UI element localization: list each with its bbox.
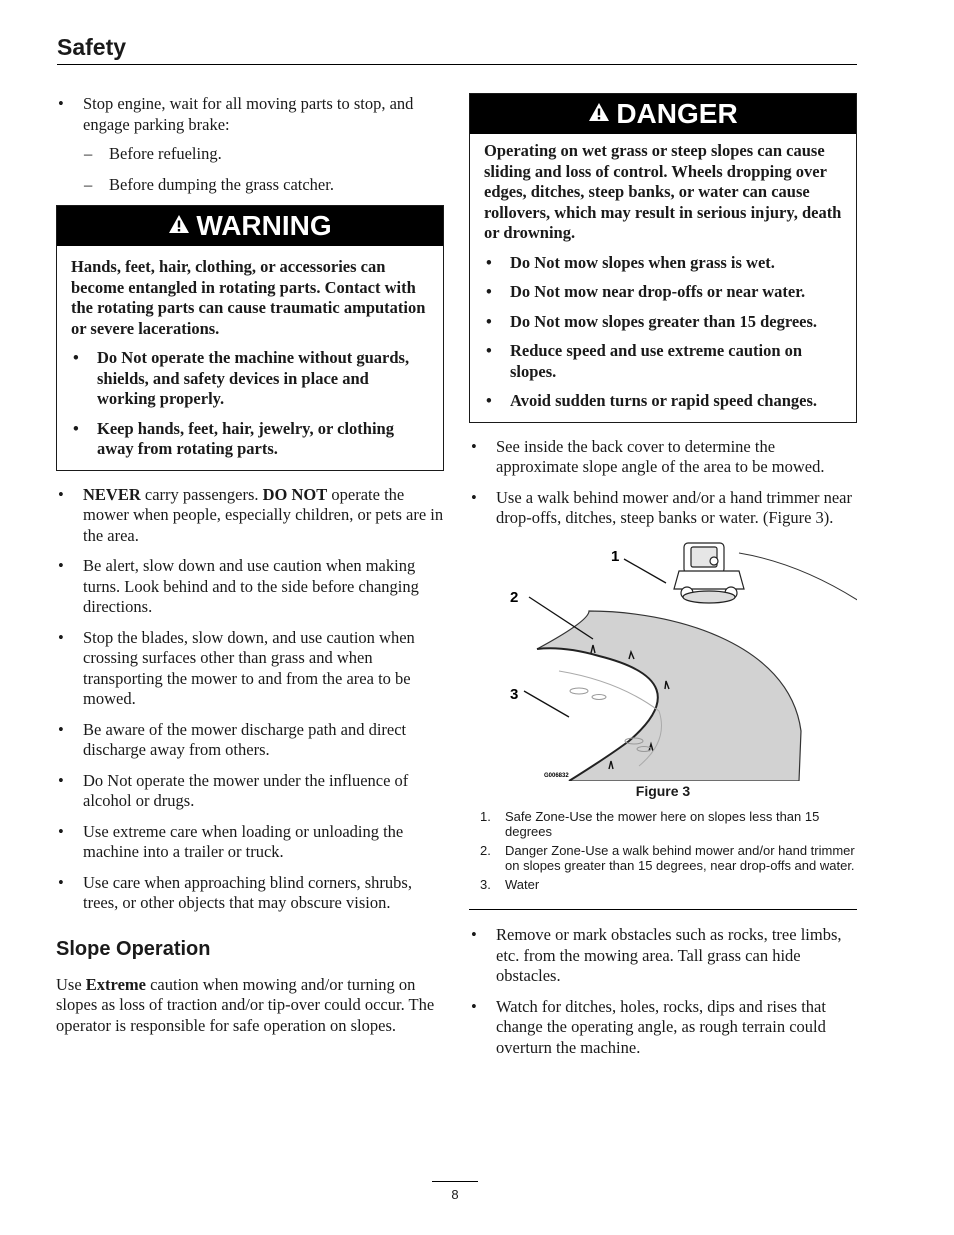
list-item: • NEVER carry passengers. DO NOT operate the mower when people, especially children, or pets are in the area. [56,485,444,547]
legend-item: 1. Safe Zone-Use the mower here on slopes less than 15 degrees [480,808,820,839]
list-item: • Use care when approaching blind corners, shrubs, trees, or other objects that may obscure vision. [56,873,444,914]
sub-list [83,144,444,195]
list-item: • Watch for ditches, holes, rocks, dips and rises that change the operating angle, as rough terrain could overturn the machine. [469,997,857,1059]
danger-item: • Do Not mow near drop-offs or near water. [484,282,843,303]
figure-caption: Figure 3 [635,782,691,799]
warning-text: Hands, feet, hair, clothing, or accessories can become entangled in rotating parts. Contact with the rotating parts can cause traumatic amputation or severe lacerations. [71,257,426,338]
danger-text: Operating on wet grass or steep slopes can cause sliding and loss of control. Wheels dropping over edges, ditches, steep banks, or water can cause rollovers, which may result in serious injury, death or drowning. [484,141,842,242]
warning-list [71,348,430,460]
danger-title: DANGER [616,98,738,129]
safety-list [56,485,444,914]
danger-box [469,93,857,423]
list-item: • Stop the blades, slow down, and use caution when crossing surfaces other than grass and when transporting the mower to and from the area to be mowed. [56,628,444,710]
warning-header [57,206,443,246]
slope-figure [469,541,857,781]
page-title: Safety [57,34,857,65]
left-column [56,94,444,1036]
warning-triangle-icon [588,93,610,133]
warning-body [57,246,443,470]
danger-body [470,134,856,422]
callout-1: 1 [611,547,620,565]
legend-item: 3. Water [480,876,540,892]
sub-list-item: – Before refueling. [83,144,444,165]
terrain-list [469,925,857,1058]
callout-2: 2 [510,588,519,606]
list-item: • See inside the back cover to determine the approximate slope angle of the area to be mowed. [469,437,857,478]
list-item: • Do Not operate the mower under the influence of alcohol or drugs. [56,771,444,812]
list-item: • Remove or mark obstacles such as rocks, tree limbs, etc. from the mowing area. Tall grass can hide obstacles. [469,925,857,987]
page-number: 8 [432,1181,478,1202]
list-item: • Be alert, slow down and use caution when making turns. Look behind and to the side before changing directions. [56,556,444,618]
warning-box [56,205,444,471]
danger-list [484,253,843,412]
list-item: • Stop engine, wait for all moving parts to stop, and engage parking brake: – Before refueling. – Before dumping the grass catcher. [56,94,444,195]
figure-legend [469,809,857,893]
warning-triangle-icon [168,205,190,245]
list-item: • Use a walk behind mower and/or a hand trimmer near drop-offs, ditches, steep banks or water. (Figure 3). [469,488,857,529]
danger-item: • Avoid sudden turns or rapid speed changes. [484,391,843,412]
section-title: Slope Operation [56,937,211,960]
slope-illustration [469,541,857,781]
right-column [469,93,857,1068]
list-item: • Be aware of the mower discharge path and direct discharge away from others. [56,720,444,761]
warning-title: WARNING [196,210,332,241]
mower-icon [674,543,744,603]
legend-item: 2. Danger Zone-Use a walk behind mower and/or hand trimmer on slopes greater than 15 degrees, near drop-offs and water. [480,842,855,873]
section-divider [469,909,857,910]
warning-item: • Do Not operate the machine without guards, shields, and safety devices in place and working properly. [71,348,430,410]
slope-paragraph: Use Extreme caution when mowing and/or turning on slopes as loss of traction and/or tip-over could occur. The operator is responsible for safe operation on slopes. [56,974,435,1035]
danger-item: • Do Not mow slopes when grass is wet. [484,253,843,274]
callout-3: 3 [510,685,519,703]
figure-code: G006832 [544,772,569,779]
danger-item: • Reduce speed and use extreme caution on slopes. [484,341,843,382]
list-item: • Use extreme care when loading or unloading the machine into a trailer or truck. [56,822,444,863]
slope-list [469,437,857,529]
intro-list [56,94,444,195]
warning-item: • Keep hands, feet, hair, jewelry, or clothing away from rotating parts. [71,419,430,460]
danger-item: • Do Not mow slopes greater than 15 degrees. [484,312,843,333]
danger-header [470,94,856,134]
sub-list-item: – Before dumping the grass catcher. [83,175,444,196]
